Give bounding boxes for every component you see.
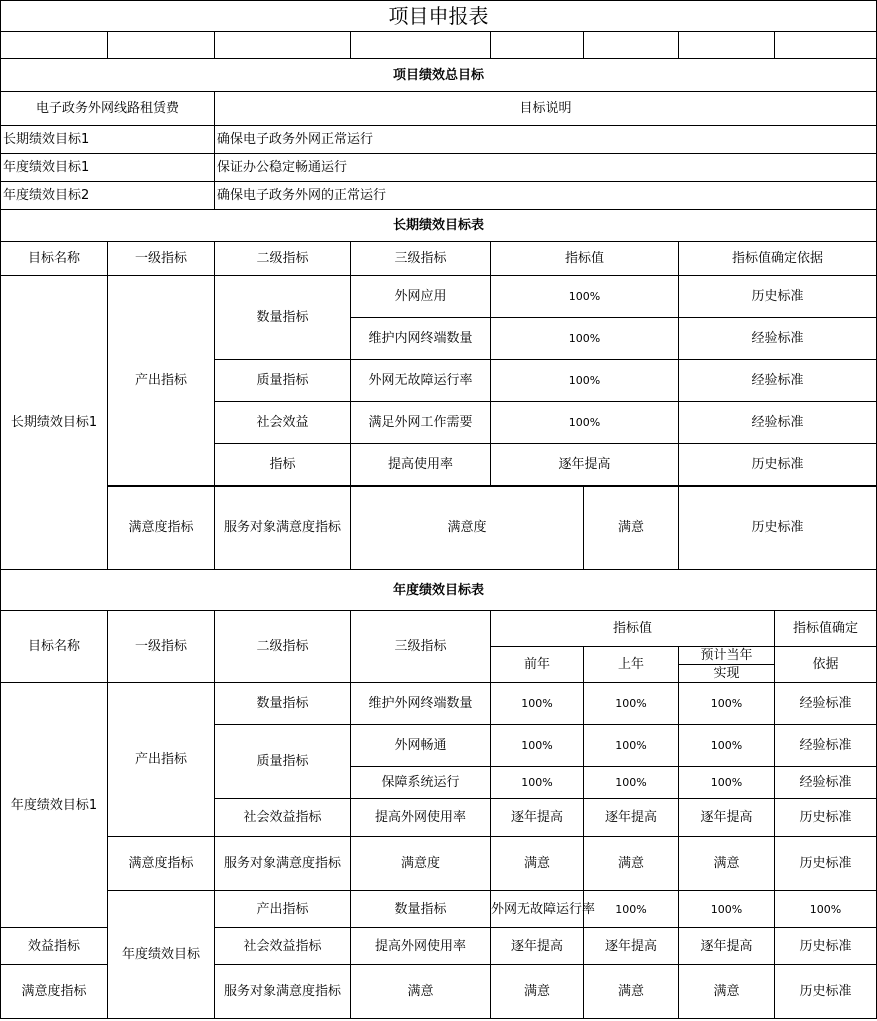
indicator-value: 满意 (584, 486, 679, 570)
level1-satisfaction: 满意度指标 (108, 837, 215, 891)
basis: 历史标准 (679, 276, 877, 318)
level2-quality: 质量指标 (215, 725, 351, 799)
value-prev1: 满意 (584, 965, 679, 1019)
annual-heading: 年度绩效目标表 (1, 570, 877, 611)
level3: 满意 (351, 965, 491, 1019)
header-level1: 一级指标 (108, 611, 215, 683)
header-level3: 三级指标 (351, 242, 491, 276)
goal-description-header: 目标说明 (215, 92, 877, 126)
value-estimate: 满意 (679, 965, 775, 1019)
level1: 效益指标 (1, 928, 108, 965)
basis: 经验标准 (679, 318, 877, 360)
long-term-goal-name: 长期绩效目标1 (1, 276, 108, 570)
value-prev1: 100% (584, 725, 679, 767)
value-prev2: 满意 (491, 837, 584, 891)
header-value: 指标值 (491, 611, 775, 647)
level1-output: 产出指标 (108, 683, 215, 837)
basis: 历史标准 (775, 837, 877, 891)
value-prev1: 100% (584, 767, 679, 799)
value-estimate: 满意 (679, 837, 775, 891)
level3: 外网无故障运行率 (351, 360, 491, 402)
level1: 满意度指标 (1, 965, 108, 1019)
indicator-value: 100% (491, 276, 679, 318)
header-basis-bottom: 依据 (775, 647, 877, 683)
page-title: 项目申报表 (1, 1, 877, 32)
basis: 历史标准 (775, 965, 877, 1019)
level3: 维护内网终端数量 (351, 318, 491, 360)
long-term-header-row (1, 242, 877, 276)
level1-output: 产出指标 (108, 276, 215, 486)
header-basis-top: 指标值确定 (775, 611, 877, 647)
level2-service-satisfaction: 服务对象满意度指标 (215, 837, 351, 891)
level3: 外网无故障运行率 (491, 891, 584, 928)
basis: 经验标准 (775, 683, 877, 725)
basis: 经验标准 (775, 767, 877, 799)
level2: 数量指标 (351, 891, 491, 928)
header-estimate-bottom: 实现 (713, 666, 740, 681)
overall-goal-row (1, 126, 877, 154)
header-estimate-top: 预计当年 (679, 647, 774, 665)
goal-description: 保证办公稳定畅通运行 (215, 154, 877, 182)
basis: 经验标准 (775, 725, 877, 767)
basis: 历史标准 (679, 486, 877, 570)
header-value: 指标值 (491, 242, 679, 276)
level2-social: 社会效益 (215, 402, 351, 444)
header-goal-name: 目标名称 (1, 611, 108, 683)
goal-description: 确保电子政务外网的正常运行 (215, 182, 877, 210)
value-prev2: 满意 (491, 965, 584, 1019)
level3: 保障系统运行 (351, 767, 491, 799)
goal-name: 长期绩效目标1 (1, 126, 215, 154)
goal-name: 年度绩效目标2 (1, 182, 215, 210)
value-prev2: 逐年提高 (491, 928, 584, 965)
value-prev2: 100% (491, 725, 584, 767)
annual-goal1-name: 年度绩效目标1 (1, 683, 108, 928)
goal-name: 年度绩效目标1 (1, 154, 215, 182)
level2-indicator: 指标 (215, 444, 351, 486)
level3: 提高外网使用率 (351, 928, 491, 965)
value-prev2: 100% (491, 767, 584, 799)
long-term-heading: 长期绩效目标表 (1, 210, 877, 242)
overall-goal-row (1, 154, 877, 182)
overall-goal-row (1, 182, 877, 210)
value-prev2: 100% (584, 891, 679, 928)
indicator-value: 100% (491, 360, 679, 402)
level3: 满足外网工作需要 (351, 402, 491, 444)
value-prev1: 逐年提高 (584, 928, 679, 965)
value-prev1: 满意 (584, 837, 679, 891)
level2: 社会效益指标 (215, 928, 351, 965)
value-estimate: 逐年提高 (679, 928, 775, 965)
value-estimate: 逐年提高 (679, 799, 775, 837)
project-name: 电子政务外网线路租赁费 (1, 92, 215, 126)
level2-quantity: 数量指标 (215, 683, 351, 725)
basis: 经验标准 (679, 402, 877, 444)
indicator-value: 逐年提高 (491, 444, 679, 486)
value-estimate: 100% (775, 891, 877, 928)
header-level2: 二级指标 (215, 242, 351, 276)
goal-description: 确保电子政务外网正常运行 (215, 126, 877, 154)
level2-social: 社会效益指标 (215, 799, 351, 837)
value-estimate: 100% (679, 725, 775, 767)
value-prev1: 100% (679, 891, 775, 928)
level3: 外网应用 (351, 276, 491, 318)
level3: 满意度 (351, 837, 491, 891)
level3: 维护外网终端数量 (351, 683, 491, 725)
level3: 提高使用率 (351, 444, 491, 486)
value-prev1: 100% (584, 683, 679, 725)
level2-quantity: 数量指标 (215, 276, 351, 360)
header-level1: 一级指标 (108, 242, 215, 276)
level2-quality: 质量指标 (215, 360, 351, 402)
value-prev1: 逐年提高 (584, 799, 679, 837)
header-goal-name: 目标名称 (1, 242, 108, 276)
indicator-value: 100% (491, 402, 679, 444)
annual-row (1, 837, 877, 891)
annual-header-row (1, 611, 877, 647)
value-prev2: 逐年提高 (491, 799, 584, 837)
basis: 历史标准 (775, 799, 877, 837)
overall-goals-heading: 项目绩效总目标 (1, 59, 877, 92)
header-prev2: 前年 (491, 647, 584, 683)
level1: 产出指标 (215, 891, 351, 928)
value-estimate: 100% (679, 683, 775, 725)
basis: 经验标准 (679, 360, 877, 402)
header-basis: 指标值确定依据 (679, 242, 877, 276)
header-level3: 三级指标 (351, 611, 491, 683)
level3: 提高外网使用率 (351, 799, 491, 837)
annual-goal2-name: 年度绩效目标 (108, 891, 215, 1019)
basis: 历史标准 (679, 444, 877, 486)
level2-service-satisfaction: 服务对象满意度指标 (215, 486, 351, 570)
value-prev2: 100% (491, 683, 584, 725)
header-estimate (679, 647, 775, 683)
header-level2: 二级指标 (215, 611, 351, 683)
header-prev1: 上年 (584, 647, 679, 683)
level2: 服务对象满意度指标 (215, 965, 351, 1019)
long-term-row (1, 486, 877, 570)
level3: 外网畅通 (351, 725, 491, 767)
indicator-value: 100% (491, 318, 679, 360)
level3: 满意度 (351, 486, 584, 570)
level1-satisfaction: 满意度指标 (108, 486, 215, 570)
annual-row (1, 683, 877, 725)
basis: 历史标准 (775, 928, 877, 965)
blank-row (1, 32, 877, 59)
long-term-row (1, 276, 877, 318)
value-estimate: 100% (679, 767, 775, 799)
annual-row (1, 891, 877, 928)
